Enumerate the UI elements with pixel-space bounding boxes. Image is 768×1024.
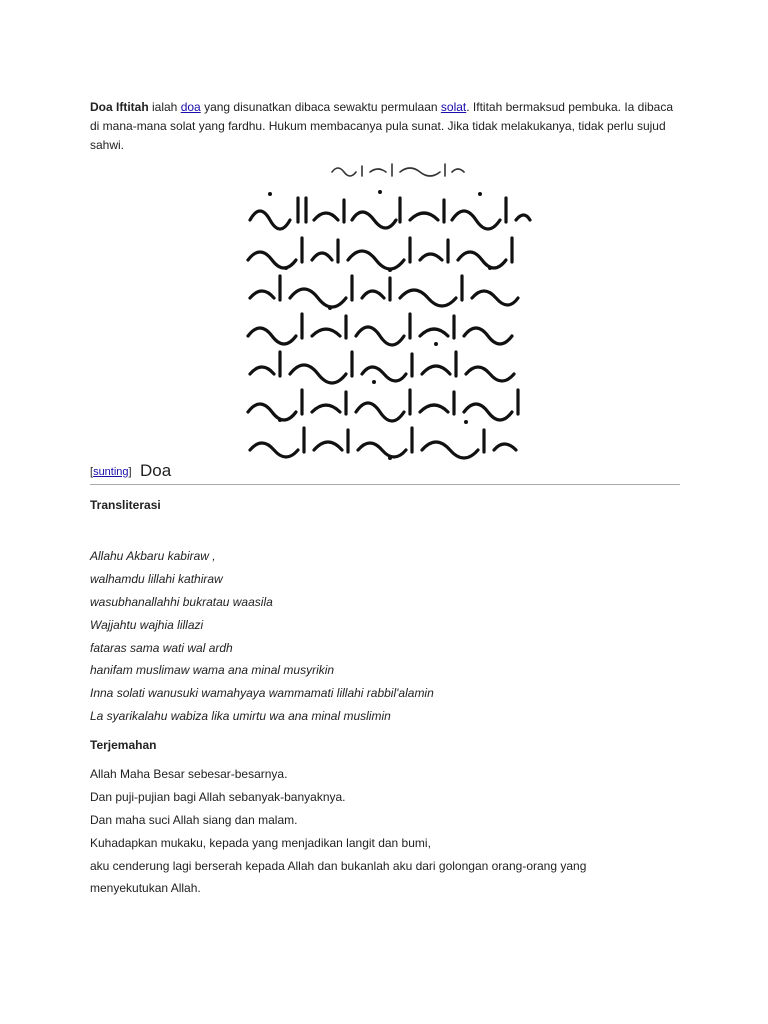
terjemahan-line: menyekutukan Allah. [90, 881, 201, 896]
intro-text-3: . Iftitah bermaksud pembuka. Ia dibaca di mana-mana solat yang fardhu. Hukum membacanya pula sunat. Jika tidak melakukanya, tidak perlu sujud sahwi. [90, 100, 674, 152]
translit-line: wasubhanallahhi bukratau waasila [90, 594, 273, 609]
translit-line: La syarikalahu wabiza lika umirtu wa ana minal muslimin [90, 709, 391, 724]
edit-section-link[interactable]: sunting [93, 466, 129, 478]
translit-line: Allahu Akbaru kabiraw , [90, 549, 216, 563]
translit-line: hanifam muslimaw wama ana minal musyrikin [90, 663, 335, 678]
intro-text-2: yang disunatkan dibaca sewaktu permulaan [200, 100, 441, 114]
terjemahan-line: Dan maha suci Allah siang dan malam. [90, 812, 298, 827]
terjemahan-line: Allah Maha Besar sebesar-besarnya. [90, 767, 288, 781]
doa-iftitah-calligraphy-image [240, 150, 536, 460]
terjemahan-line: Kuhadapkan mukaku, kepada yang menjadikan langit dan bumi, [90, 835, 431, 850]
solat-link[interactable]: solat [440, 100, 467, 114]
intro-paragraph [90, 98, 682, 155]
edit-bracket-open: [ [90, 466, 94, 478]
calligraphy-header-stroke [332, 164, 464, 176]
intro-text-1: ialah [148, 100, 181, 114]
terjemahan-line: Dan puji-pujian bagi Allah sebanyak-banyaknya. [90, 789, 346, 804]
translit-line: Inna solati wanusuki wamahyaya wammamati lillahi rabbil'alamin [90, 686, 434, 701]
translit-line: fataras sama wati wal ardh [90, 640, 233, 655]
edit-bracket-close: ] [128, 466, 132, 478]
intro-term: Doa Iftitah [90, 100, 149, 114]
translit-line: walhamdu lillahi kathiraw [90, 571, 223, 586]
calligraphy-main-strokes [248, 198, 530, 458]
translit-line: Wajjahtu wajhia lillazi [90, 617, 204, 632]
edit-section [90, 466, 132, 478]
terjemahan-heading: Terjemahan [90, 738, 157, 752]
transliterasi-lines [90, 548, 434, 731]
section-heading-doa [90, 460, 680, 485]
section-title: Doa [140, 461, 172, 480]
terjemahan-lines [90, 766, 682, 903]
transliterasi-heading: Transliterasi [90, 498, 161, 512]
terjemahan-line: aku cenderung lagi berserah kepada Allah dan bukanlah aku dari golongan orang-orang yang [90, 858, 587, 873]
doa-link[interactable]: doa [180, 100, 201, 114]
